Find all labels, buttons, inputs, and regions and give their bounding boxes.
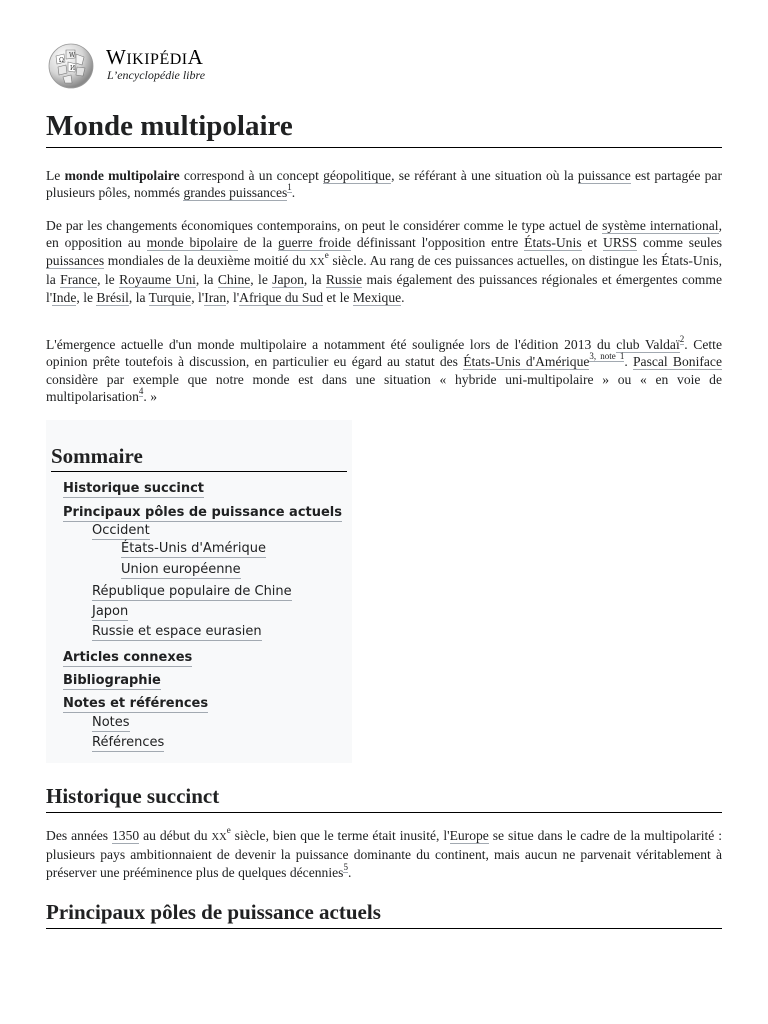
toc-item-articles-connexes[interactable]: Articles connexes bbox=[63, 650, 193, 665]
historique-paragraph: Des années 1350 au début du XXe siècle, bien que le terme était inusité, l'Europe se situe dans le cadre de la multipolarité : plusieurs pays ambitionnaient de devenir la puissance dominante du continent, mais aucun ne parvenait véritablement à préserver une prééminence plus de quelques décennies$^5$. bbox=[46, 825, 722, 880]
page-title: Monde multipolaire bbox=[46, 107, 722, 148]
link-club-valdai[interactable]: club Valdaï bbox=[616, 337, 680, 352]
ref-5[interactable]: 5 bbox=[343, 861, 348, 872]
toc-title: Sommaire bbox=[51, 443, 347, 472]
link-inde[interactable]: Inde bbox=[52, 289, 77, 305]
link-urss[interactable]: URSS bbox=[603, 235, 638, 251]
wikipedia-globe-icon bbox=[46, 42, 96, 90]
link-bresil[interactable]: Brésil bbox=[96, 289, 129, 305]
svg-text:И: И bbox=[70, 65, 76, 72]
link-russie[interactable]: Russie bbox=[325, 272, 363, 288]
link-europe[interactable]: Europe bbox=[449, 828, 489, 843]
ref-1[interactable]: 1 bbox=[287, 182, 292, 193]
toc-item-union-europeenne[interactable]: Union européenne bbox=[121, 562, 241, 577]
toc-item-japon[interactable]: Japon bbox=[92, 604, 129, 619]
link-guerre-froide[interactable]: guerre froide bbox=[278, 235, 352, 251]
ref-2[interactable]: 2 bbox=[679, 334, 685, 344]
context-paragraph: De par les changements économiques contemporains, on peut le considérer comme le type actuel de système international, en opposition au monde bipolaire de la guerre froide définissant l'opposition entre États-Unis et URSS comme seules puissances mondiales de la deuxième moitié du XXe siècle. Au rang de ces puissances actuelles, on distingue les États-Unis, la France, le Royaume Uni, la Chine, le Japon, la Russie mais également des puissances régionales et émergentes comme l'Inde, le Brésil, la Turquie, l'Iran, l'Afrique du Sud et le Mexique. bbox=[46, 218, 722, 305]
table-of-contents bbox=[46, 420, 352, 763]
link-puissances[interactable]: puissances bbox=[46, 252, 105, 268]
link-chine[interactable]: Chine bbox=[217, 272, 251, 288]
toc-item-notes-references[interactable]: Notes et références bbox=[63, 696, 209, 711]
toc-item-principaux-poles[interactable]: Principaux pôles de puissance actuels bbox=[63, 505, 343, 520]
ref-4[interactable]: 4 bbox=[138, 386, 144, 397]
link-monde-bipolaire[interactable]: monde bipolaire bbox=[146, 235, 238, 251]
section-heading-historique: Historique succinct bbox=[46, 783, 722, 813]
link-etats-unis-damerique[interactable]: États-Unis d'Amérique bbox=[463, 354, 590, 370]
section-heading-principaux-poles: Principaux pôles de puissance actuels bbox=[46, 899, 722, 929]
wikipedia-wordmark: WIKIPÉDIA bbox=[106, 45, 204, 69]
toc-item-russie[interactable]: Russie et espace eurasien bbox=[92, 624, 262, 639]
link-afrique-du-sud[interactable]: Afrique du Sud bbox=[239, 289, 323, 305]
toc-item-notes[interactable]: Notes bbox=[92, 715, 130, 730]
toc-item-chine[interactable]: République populaire de Chine bbox=[92, 584, 292, 599]
link-systeme-international[interactable]: système international bbox=[602, 218, 719, 233]
link-pascal-boniface[interactable]: Pascal Boniface bbox=[632, 354, 722, 370]
toc-item-occident[interactable]: Occident bbox=[92, 523, 150, 538]
svg-text:Ω: Ω bbox=[59, 57, 64, 64]
intro-paragraph: Le monde multipolaire correspond à un concept géopolitique, se référant à une situation où la puissance est partagée par plusieurs pôles, nommés grandes puissances$^1$. bbox=[46, 168, 722, 201]
link-mexique[interactable]: Mexique bbox=[352, 289, 402, 305]
toc-item-references[interactable]: Références bbox=[92, 735, 165, 750]
svg-text:W: W bbox=[69, 52, 76, 59]
wikipedia-tagline: L’encyclopédie libre bbox=[107, 68, 206, 82]
ref-3-note-1[interactable]: 3, note 1 bbox=[589, 351, 625, 362]
toc-item-etats-unis[interactable]: États-Unis d'Amérique bbox=[121, 541, 266, 556]
wikipedia-logo[interactable] bbox=[46, 42, 236, 90]
link-geopolitique[interactable]: géopolitique bbox=[323, 168, 392, 183]
toc-item-bibliographie[interactable]: Bibliographie bbox=[63, 673, 161, 688]
link-turquie[interactable]: Turquie bbox=[148, 289, 192, 305]
link-grandes-puissances[interactable]: grandes puissances bbox=[183, 185, 288, 201]
link-etats-unis[interactable]: États-Unis bbox=[524, 235, 582, 251]
toc-item-historique[interactable]: Historique succinct bbox=[63, 481, 205, 496]
link-royaume-uni[interactable]: Royaume Uni bbox=[119, 272, 196, 288]
emergence-paragraph: L'émergence actuelle d'un monde multipolaire a notamment été soulignée lors de l'édition 2013 du club Valdaï$^2$. Cette opinion prête toutefois à discussion, en particulier eu égard au statut des États-Unis d'Amérique$^{3, note 1}$. Pascal Boniface considère par exemple que notre monde est dans une situation « hybride uni-multipolaire » ou « en voie de multipolarisation$^4$. » bbox=[46, 334, 722, 405]
link-puissance[interactable]: puissance bbox=[577, 168, 631, 183]
link-iran[interactable]: Iran bbox=[204, 289, 227, 305]
link-japon[interactable]: Japon bbox=[272, 272, 304, 288]
link-1350[interactable]: 1350 bbox=[112, 828, 140, 843]
link-france[interactable]: France bbox=[60, 272, 98, 288]
